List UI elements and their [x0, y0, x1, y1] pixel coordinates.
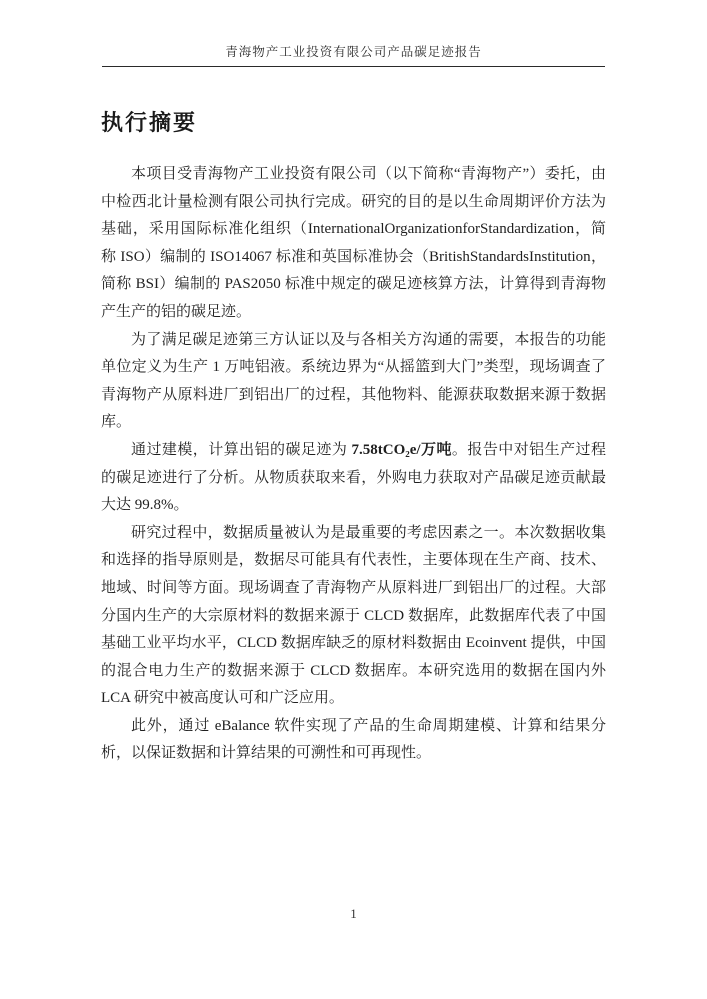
page-number: 1 — [350, 906, 357, 921]
section-heading-executive-summary: 执行摘要 — [101, 110, 198, 135]
header-rule — [102, 66, 605, 67]
paragraph-data-quality: 研究过程中，数据质量被认为是最重要的考虑因素之一。本次数据收集和选择的指导原则是，数据尽可能具有代表性，主要体现在生产商、技术、地域、时间等方面。现场调查了青海物产从原料进厂到铝出厂的过程。大部分国内生产的大宗原材料的数据来源于 CLCD 数据库，此数据库代表了中国基础工业平均水平，CLCD 数据库缺乏的原材料数据由 Ecoinvent 提供，中国的混合电力生产的数据来源于 CLCD 数据库。本研究选用的数据在国内外 LCA 研究中被高度认可和广泛应用。 — [101, 524, 606, 707]
running-header-title: 青海物产工业投资有限公司产品碳足迹报告 — [225, 45, 482, 59]
running-header — [102, 0, 605, 66]
carbon-footprint-value: 7.58tCO₂e/万吨 — [351, 441, 452, 458]
page-footer — [0, 906, 707, 922]
paragraph-project-commission: 本项目受青海物产工业投资有限公司（以下简称“青海物产”）委托，由中检西北计量检测有限公司执行完成。研究的目的是以生命周期评价方法为基础，采用国际标准化组织（InternationalOrganizationforStandardization，简称 ISO）编制的 ISO14067 标准和英国标准协会（BritishStandardsInstitution，简称 BSI）编制的 PAS2050 标准中规定的碳足迹核算方法，计算得到青海物产生产的铝的碳足迹。 — [101, 166, 606, 320]
paragraph-ebalance-software: 此外，通过 eBalance 软件实现了产品的生命周期建模、计算和结果分析，以保证数据和计算结果的可溯性和可再现性。 — [101, 717, 606, 762]
paragraph-functional-unit: 为了满足碳足迹第三方认证以及与各相关方沟通的需要，本报告的功能单位定义为生产 1 万吨铝液。系统边界为“从摇篮到大门”类型，现场调查了青海物产从原料进厂到铝出厂的过程，其他物料、能源获取数据来源于数据库。 — [101, 331, 606, 431]
document-body — [101, 106, 606, 768]
paragraph-carbon-footprint-result — [101, 437, 606, 520]
result-text-after: 。报告中对铝生产过程的碳足迹进行了分析。从物质获取来看，外购电力获取对产品碳足迹贡献最大达 99.8%。 — [101, 441, 606, 514]
result-text-before: 通过建模，计算出铝的碳足迹为 — [131, 441, 352, 458]
